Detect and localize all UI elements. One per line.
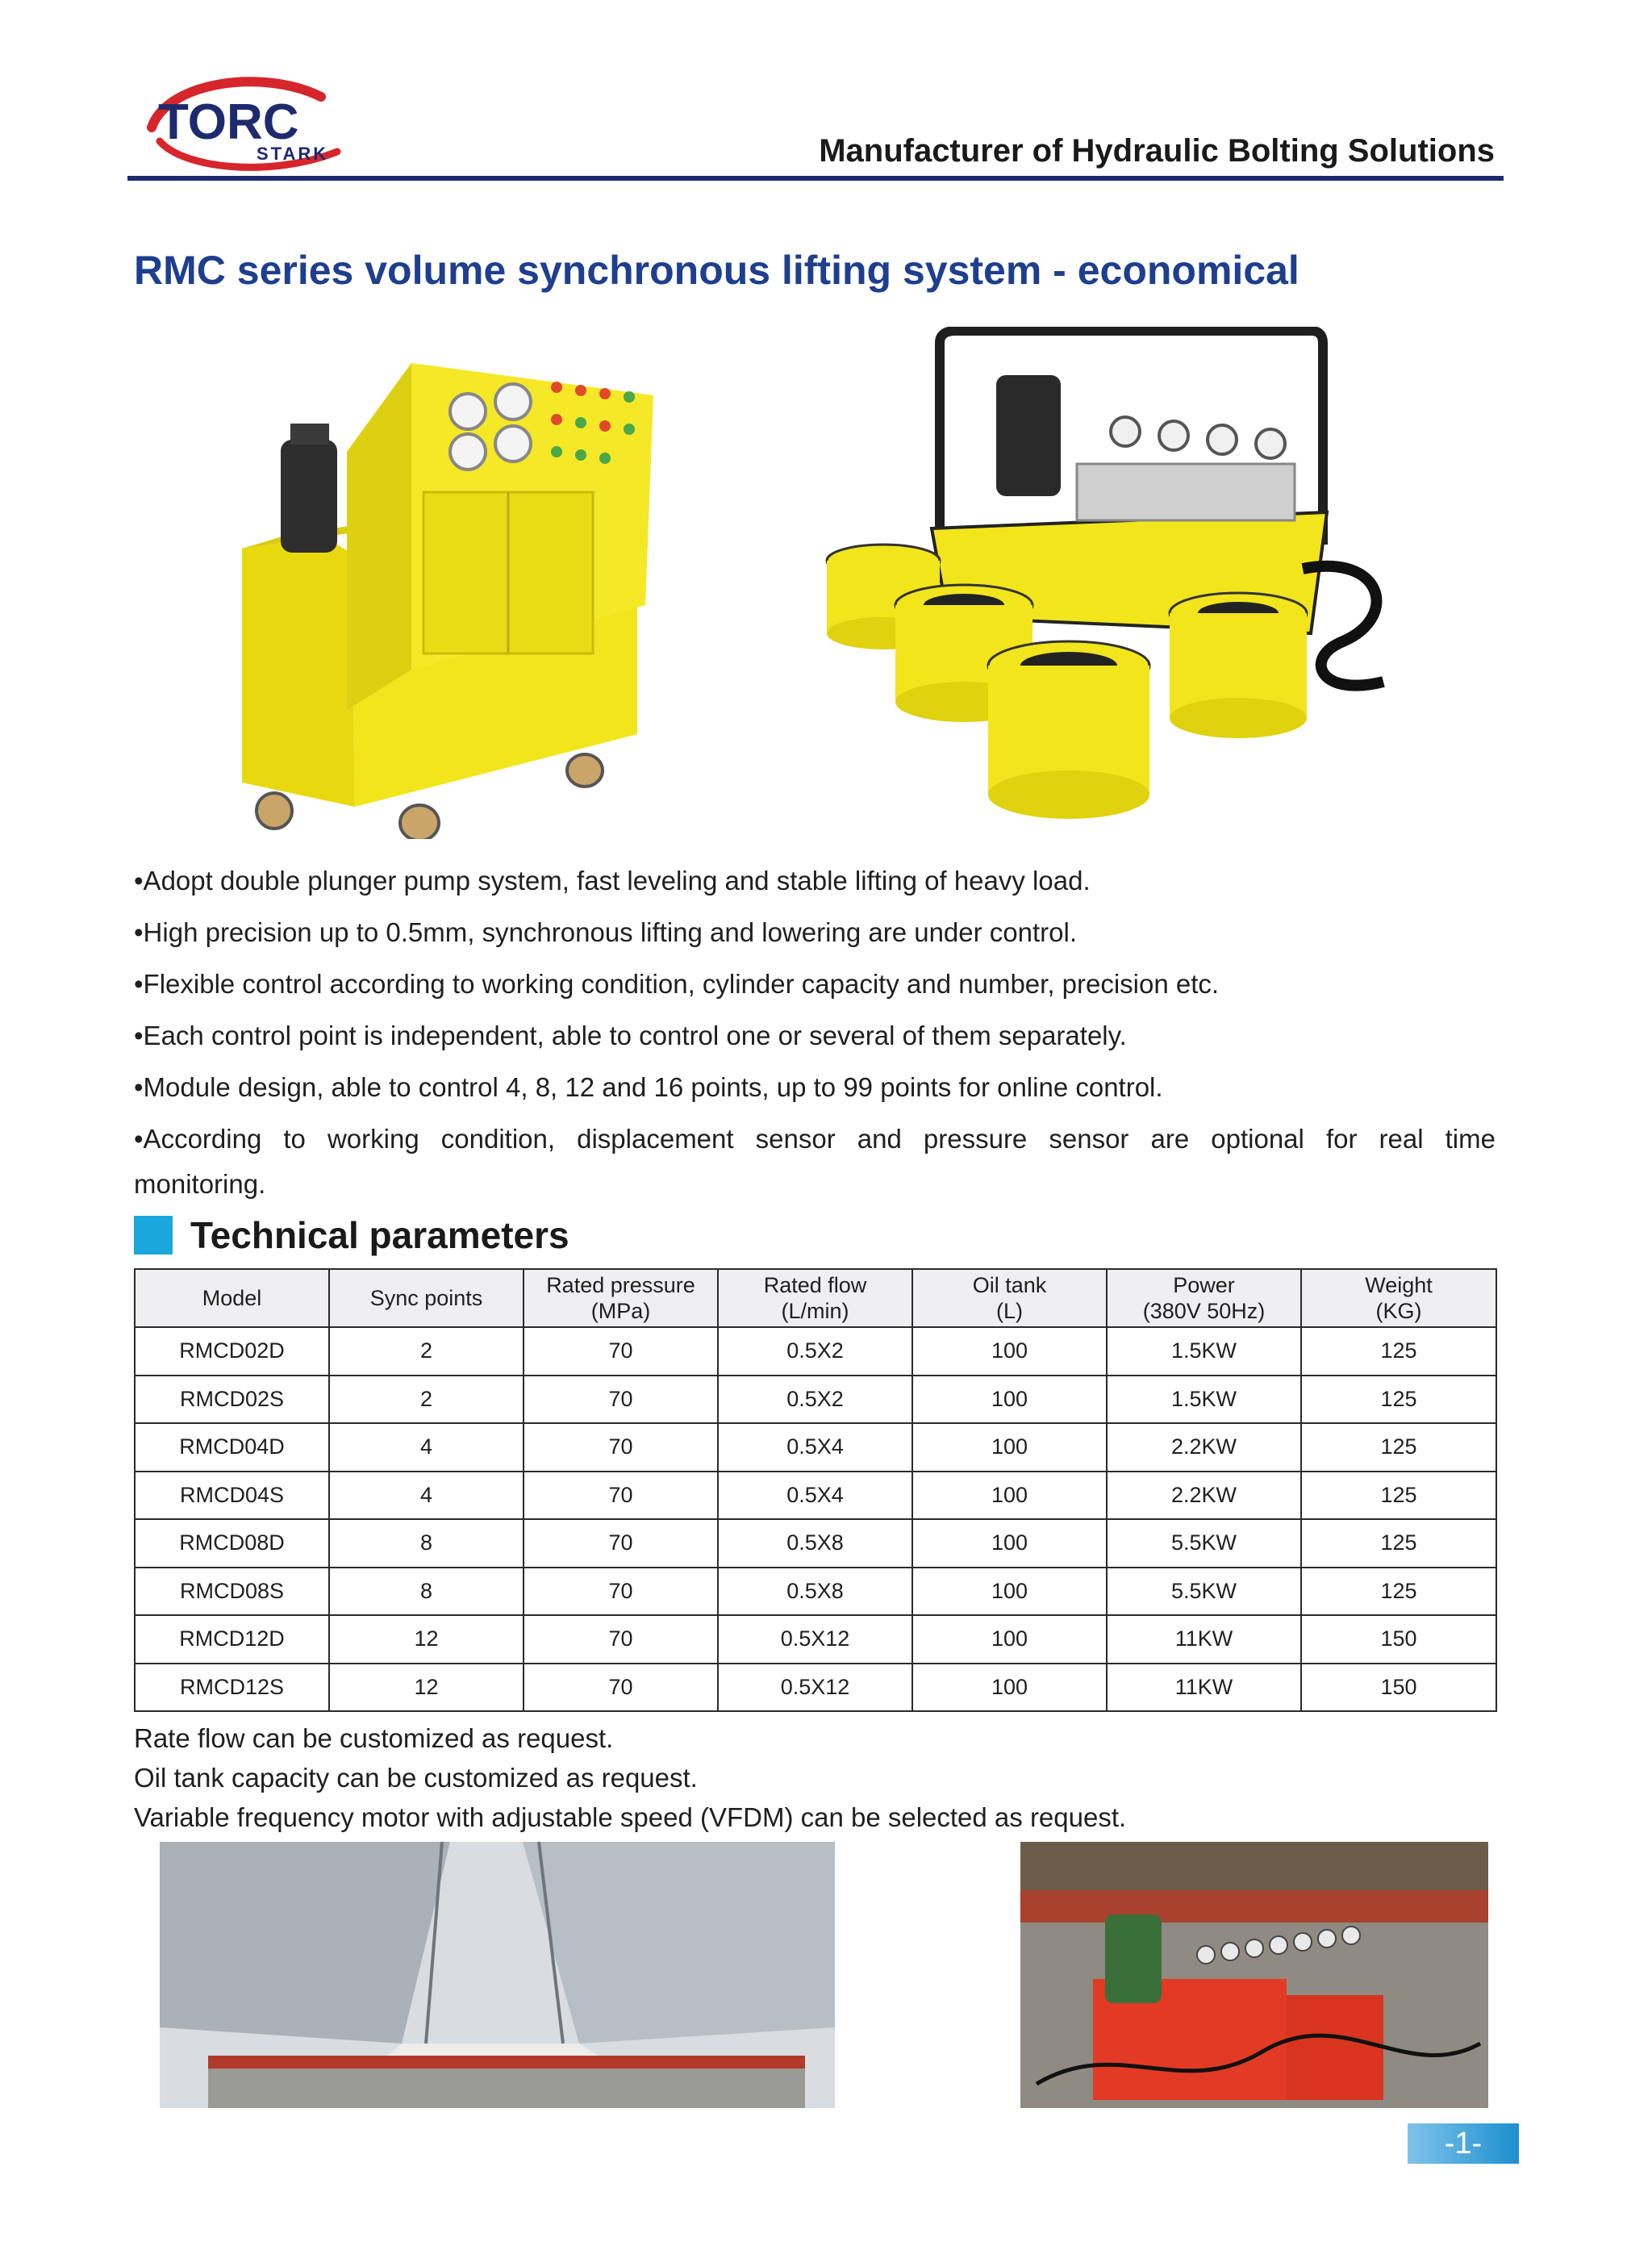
header-divider bbox=[127, 176, 1504, 181]
table-cell: 70 bbox=[524, 1327, 718, 1376]
table-cell: 70 bbox=[524, 1423, 718, 1472]
table-row bbox=[135, 1568, 1496, 1616]
table-cell: RMCD08S bbox=[135, 1568, 329, 1616]
table-cell: 100 bbox=[912, 1423, 1107, 1472]
column-header: Rated pressure (MPa) bbox=[524, 1269, 718, 1327]
table-cell: 0.5X8 bbox=[718, 1568, 912, 1616]
page-title: RMC series volume synchronous lifting system - economical bbox=[134, 248, 1299, 293]
technical-parameters-table bbox=[134, 1268, 1497, 1712]
table-cell: 11KW bbox=[1107, 1664, 1301, 1712]
feature-item: •Flexible control according to working condition, cylinder capacity and number, precision etc. bbox=[134, 969, 1220, 999]
table-cell: 0.5X2 bbox=[718, 1327, 912, 1376]
note-line: Oil tank capacity can be customized as request. bbox=[134, 1763, 698, 1793]
table-cell: 2 bbox=[329, 1376, 524, 1424]
feature-item: •Adopt double plunger pump system, fast leveling and stable lifting of heavy load. bbox=[134, 866, 1091, 896]
table-body bbox=[135, 1327, 1496, 1711]
table-cell: 125 bbox=[1301, 1327, 1496, 1376]
section-marker-icon bbox=[134, 1216, 173, 1255]
table-cell: 100 bbox=[912, 1568, 1107, 1616]
table-row bbox=[135, 1615, 1496, 1664]
site-application-photo bbox=[1020, 1842, 1488, 2108]
table-cell: 12 bbox=[329, 1615, 524, 1664]
table-cell: 100 bbox=[912, 1664, 1107, 1712]
table-row bbox=[135, 1327, 1496, 1376]
technical-parameters-heading bbox=[134, 1213, 569, 1258]
table-cell: 70 bbox=[524, 1615, 718, 1664]
logo-word: TORC bbox=[158, 94, 299, 150]
table-cell: 100 bbox=[912, 1376, 1107, 1424]
table-row bbox=[135, 1519, 1496, 1568]
table-row bbox=[135, 1664, 1496, 1712]
table-cell: 100 bbox=[912, 1519, 1107, 1568]
table-cell: 125 bbox=[1301, 1376, 1496, 1424]
note-line: Rate flow can be customized as request. bbox=[134, 1723, 614, 1753]
column-header: Model bbox=[135, 1269, 329, 1327]
table-cell: RMCD08D bbox=[135, 1519, 329, 1568]
table-cell: 2 bbox=[329, 1327, 524, 1376]
customization-notes bbox=[134, 1718, 1126, 1837]
table-cell: 70 bbox=[524, 1519, 718, 1568]
table-cell: 5.5KW bbox=[1107, 1568, 1301, 1616]
feature-item: •Each control point is independent, able to control one or several of them separately. bbox=[134, 1021, 1127, 1050]
column-header: Sync points bbox=[329, 1269, 524, 1327]
feature-item-continuation: monitoring. bbox=[134, 1169, 266, 1199]
table-cell: RMCD12S bbox=[135, 1664, 329, 1712]
column-header: Oil tank (L) bbox=[912, 1269, 1107, 1327]
logo-sub: STARK bbox=[257, 144, 329, 164]
table-cell: 125 bbox=[1301, 1519, 1496, 1568]
table-cell: 100 bbox=[912, 1615, 1107, 1664]
header-tagline: Manufacturer of Hydraulic Bolting Solutions bbox=[819, 133, 1495, 169]
table-cell: RMCD02S bbox=[135, 1376, 329, 1424]
table-cell: RMCD04D bbox=[135, 1423, 329, 1472]
feature-item: •Module design, able to control 4, 8, 12 and 16 points, up to 99 points for online control. bbox=[134, 1072, 1163, 1102]
table-cell: 125 bbox=[1301, 1472, 1496, 1520]
feature-list bbox=[134, 855, 1496, 1165]
table-header-row bbox=[135, 1269, 1496, 1327]
table-cell: 125 bbox=[1301, 1568, 1496, 1616]
table-cell: 150 bbox=[1301, 1664, 1496, 1712]
table-cell: 1.5KW bbox=[1107, 1376, 1301, 1424]
table-cell: 70 bbox=[524, 1376, 718, 1424]
table-cell: RMCD04S bbox=[135, 1472, 329, 1520]
table-cell: 0.5X12 bbox=[718, 1615, 912, 1664]
table-cell: 2.2KW bbox=[1107, 1472, 1301, 1520]
column-header: Power (380V 50Hz) bbox=[1107, 1269, 1301, 1327]
table-cell: 0.5X4 bbox=[718, 1423, 912, 1472]
table-cell: RMCD02D bbox=[135, 1327, 329, 1376]
table-cell: 0.5X2 bbox=[718, 1376, 912, 1424]
column-header: Weight (KG) bbox=[1301, 1269, 1496, 1327]
bridge-application-photo bbox=[160, 1842, 835, 2108]
table-cell: 70 bbox=[524, 1568, 718, 1616]
feature-item: •High precision up to 0.5mm, synchronous lifting and lowering are under control. bbox=[134, 917, 1078, 947]
table-cell: 100 bbox=[912, 1472, 1107, 1520]
table-cell: 8 bbox=[329, 1519, 524, 1568]
table-row bbox=[135, 1423, 1496, 1472]
page-number: -1- bbox=[1408, 2123, 1519, 2164]
table-cell: 11KW bbox=[1107, 1615, 1301, 1664]
note-line: Variable frequency motor with adjustable speed (VFDM) can be selected as request. bbox=[134, 1802, 1127, 1832]
table-cell: 0.5X4 bbox=[718, 1472, 912, 1520]
table-cell: 100 bbox=[912, 1327, 1107, 1376]
column-header: Rated flow (L/min) bbox=[718, 1269, 912, 1327]
table-cell: 4 bbox=[329, 1472, 524, 1520]
table-cell: 0.5X12 bbox=[718, 1664, 912, 1712]
section-title: Technical parameters bbox=[190, 1214, 569, 1256]
control-cabinet-photo bbox=[226, 331, 678, 839]
logo-graphic bbox=[136, 65, 378, 177]
table-cell: 2.2KW bbox=[1107, 1423, 1301, 1472]
table-cell: 0.5X8 bbox=[718, 1519, 912, 1568]
table-row bbox=[135, 1376, 1496, 1424]
table-row bbox=[135, 1472, 1496, 1520]
table-cell: 12 bbox=[329, 1664, 524, 1712]
table-cell: 5.5KW bbox=[1107, 1519, 1301, 1568]
feature-item: •According to working condition, displacement sensor and pressure sensor are optional for real time bbox=[134, 1124, 1496, 1154]
torc-stark-logo bbox=[136, 65, 378, 177]
table-cell: 1.5KW bbox=[1107, 1327, 1301, 1376]
pump-and-cylinders-photo bbox=[819, 327, 1400, 843]
table-cell: 70 bbox=[524, 1472, 718, 1520]
table-cell: 150 bbox=[1301, 1615, 1496, 1664]
table-cell: 125 bbox=[1301, 1423, 1496, 1472]
table-cell: 8 bbox=[329, 1568, 524, 1616]
table-cell: 4 bbox=[329, 1423, 524, 1472]
table-cell: RMCD12D bbox=[135, 1615, 329, 1664]
table-cell: 70 bbox=[524, 1664, 718, 1712]
